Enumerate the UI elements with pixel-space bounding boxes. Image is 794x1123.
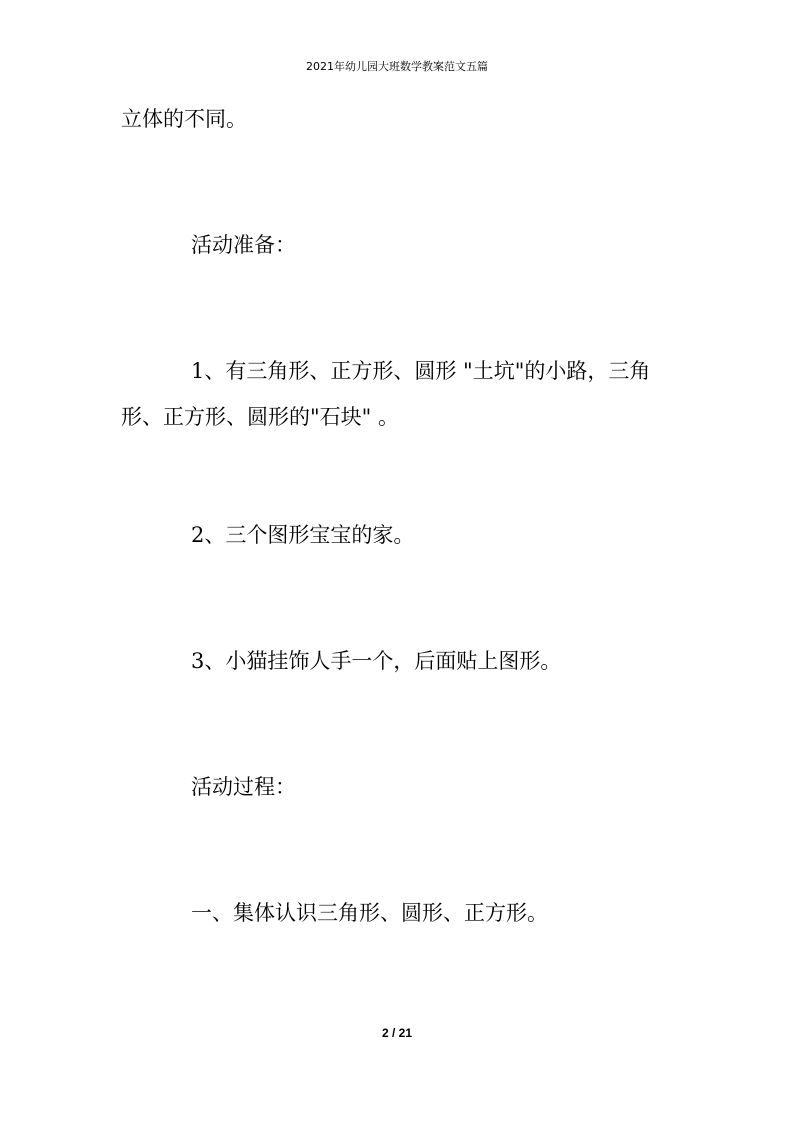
preparation-item-3: 3、小猫挂饰人手一个，后面贴上图形。	[191, 649, 562, 673]
page-header-title: 2021年幼儿园大班数学教案范文五篇	[306, 60, 488, 73]
section-heading-preparation: 活动准备：	[191, 233, 296, 257]
paragraph-continuation: 立体的不同。	[121, 107, 247, 131]
page-number: 2 / 21	[381, 1026, 413, 1040]
preparation-item-2: 2、三个图形宝宝的家。	[191, 523, 415, 547]
process-step-1: 一、集体认识三角形、圆形、正方形。	[191, 901, 548, 925]
section-heading-process: 活动过程：	[191, 775, 296, 799]
preparation-item-1: 1、有三角形、正方形、圆形 "土坑"的小路，三角形、正方形、圆形的"石块" 。	[121, 359, 651, 429]
